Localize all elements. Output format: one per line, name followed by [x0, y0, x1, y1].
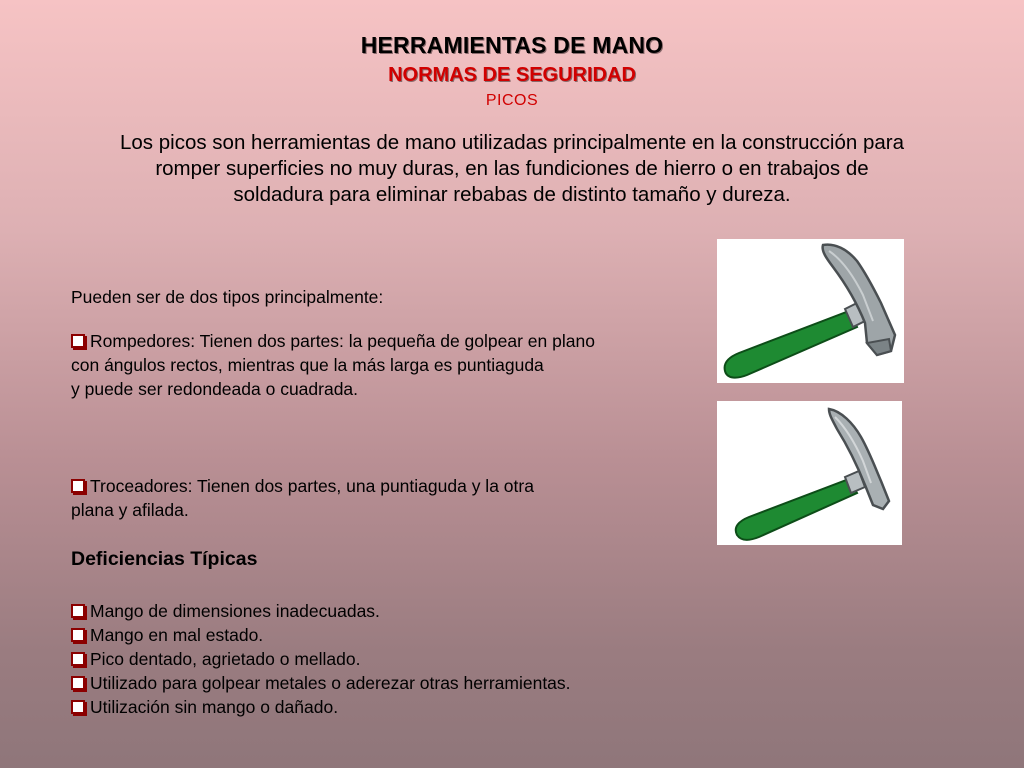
checkbox-bullet-icon [71, 334, 85, 348]
type-troceadores [71, 474, 534, 522]
type-rompedores [71, 329, 595, 401]
intro-line: romper superficies no muy duras, en las fundiciones de hierro o en trabajos de [155, 157, 869, 180]
types-lead: Pueden ser de dos tipos principalmente: [71, 287, 384, 307]
checkbox-bullet-icon [71, 628, 85, 642]
intro-line: Los picos son herramientas de mano utilizadas principalmente en la construcción para [120, 131, 904, 154]
rompedor-image [717, 239, 904, 383]
list-item: Mango en mal estado. [71, 623, 571, 647]
troceador-pick-icon [717, 401, 902, 545]
page-subtitle: NORMAS DE SEGURIDAD [388, 64, 636, 86]
rompedor-pick-icon [717, 239, 904, 383]
type-rompedores-line: y puede ser redondeada o cuadrada. [71, 379, 359, 399]
page-title: HERRAMIENTAS DE MANO [360, 32, 664, 58]
intro-line: soldadura para eliminar rebabas de distinto tamaño y dureza. [233, 183, 791, 206]
checkbox-bullet-icon [71, 604, 85, 618]
topic-label: PICOS [485, 92, 539, 109]
intro-paragraph [62, 130, 962, 208]
list-item: Mango de dimensiones inadecuadas. [71, 599, 571, 623]
checkbox-bullet-icon [71, 479, 85, 493]
deficiencias-heading: Deficiencias Típicas [71, 548, 258, 570]
list-item: Utilización sin mango o dañado. [71, 695, 571, 719]
list-item: Pico dentado, agrietado o mellado. [71, 647, 571, 671]
list-item: Utilizado para golpear metales o aderezar otras herramientas. [71, 671, 571, 695]
checkbox-bullet-icon [71, 676, 85, 690]
type-troceadores-line: Troceadores: Tienen dos partes, una puntiaguda y la otra [90, 476, 534, 496]
checkbox-bullet-icon [71, 652, 85, 666]
type-troceadores-line: plana y afilada. [71, 500, 189, 520]
type-rompedores-line: con ángulos rectos, mientras que la más larga es puntiaguda [71, 355, 544, 375]
deficiencias-list [71, 599, 571, 719]
type-rompedores-line: Rompedores: Tienen dos partes: la pequeña de golpear en plano [90, 331, 595, 351]
checkbox-bullet-icon [71, 700, 85, 714]
troceador-image [717, 401, 902, 545]
